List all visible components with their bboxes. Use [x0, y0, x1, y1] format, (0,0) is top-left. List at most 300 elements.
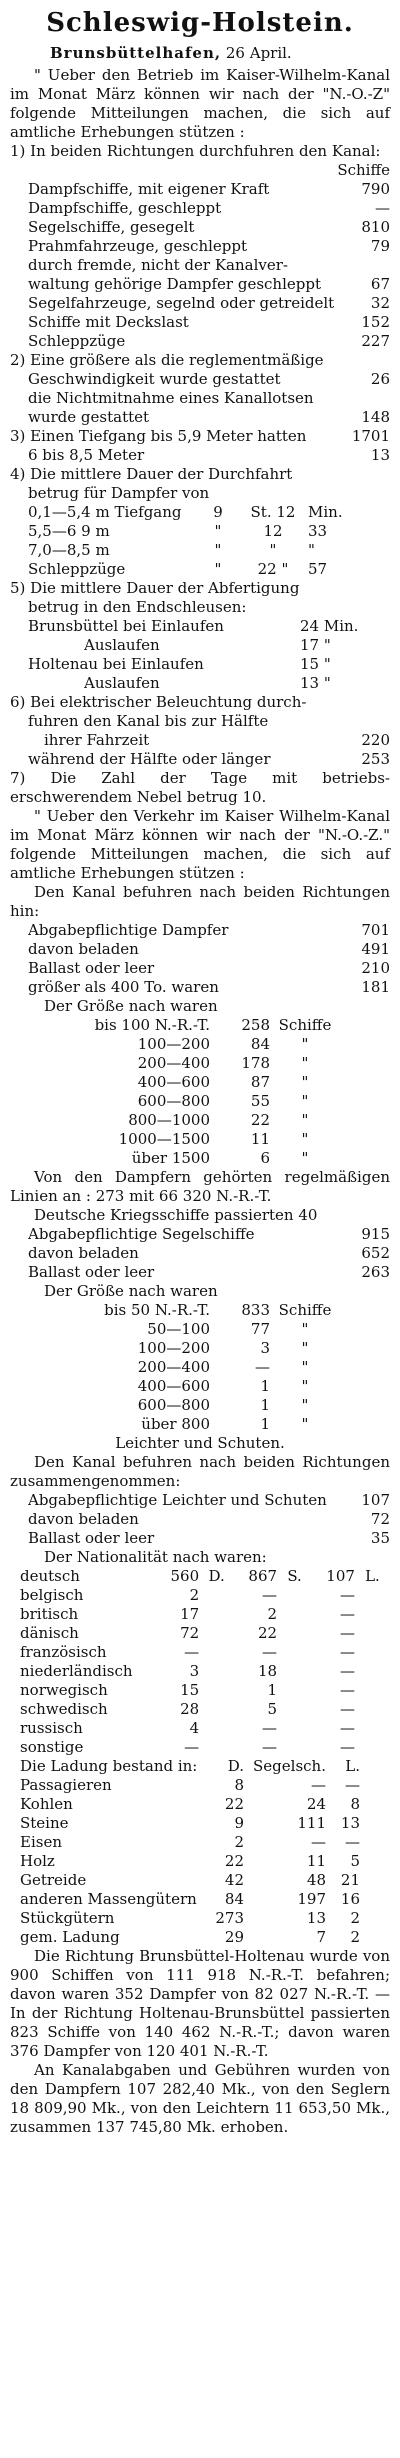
row-label: schwedisch	[20, 1700, 108, 1718]
row-value: 18	[257, 1662, 278, 1680]
table-row	[10, 1149, 390, 1168]
row-label: französisch	[20, 1643, 107, 1661]
row-label: Ballast oder leer	[28, 1263, 155, 1281]
row-value: "	[269, 541, 277, 559]
row-label: norwegisch	[20, 1681, 108, 1699]
table-row	[10, 959, 390, 978]
row-label: sonstige	[20, 1738, 84, 1756]
row-value: 178	[241, 1054, 270, 1072]
row-unit: "	[301, 1415, 309, 1433]
row-unit: L.	[365, 1567, 380, 1585]
row-value: 1	[267, 1681, 278, 1699]
row-label: Passagieren	[20, 1776, 112, 1794]
row-value: —	[339, 1719, 355, 1737]
row-value: 11	[250, 1130, 270, 1148]
row-value: 652	[361, 1244, 390, 1262]
table-row	[10, 1510, 390, 1529]
row-value: 12	[263, 522, 283, 540]
row-value: 16	[340, 1890, 360, 1908]
row-label: bis 100 N.-R.-T.	[94, 1016, 210, 1034]
row-value: —	[339, 1700, 355, 1718]
row-unit: D.	[208, 1567, 225, 1585]
row-label: 100—200	[137, 1339, 210, 1357]
row-label: davon beladen	[28, 940, 139, 958]
table-row	[10, 1016, 390, 1035]
row-value: 273	[215, 1909, 244, 1927]
row-value: —	[339, 1681, 355, 1699]
row-value: 15 "	[300, 655, 331, 673]
row-value: 57	[308, 560, 328, 578]
table-row	[10, 636, 390, 655]
dateline	[10, 44, 390, 62]
row-label: Abgabepflichtige Dampfer	[28, 921, 229, 939]
row-label: Abgabepflichtige Segelschiffe	[28, 1225, 255, 1243]
row-value: 2	[350, 1909, 360, 1927]
row-label: 800—1000	[128, 1111, 210, 1129]
row-value: 32	[370, 294, 390, 312]
row-value: —	[375, 199, 390, 217]
row-unit	[199, 1605, 234, 1624]
table-row	[10, 1035, 390, 1054]
row-unit	[277, 1605, 312, 1624]
table-row	[10, 1928, 390, 1947]
row-value: 24	[306, 1795, 326, 1813]
section-6-line: während der Hälfte oder länger 253	[28, 750, 390, 768]
table-row	[10, 1301, 390, 1320]
section-2-line: Geschwindigkeit wurde gestattet 26	[28, 370, 390, 388]
row-value: —	[184, 1643, 200, 1661]
table-row	[10, 674, 390, 693]
table-row	[10, 1320, 390, 1339]
row-label: Auslaufen	[84, 674, 160, 692]
table-row	[10, 1643, 390, 1662]
row-unit: Schiffe	[278, 1016, 332, 1034]
row-value: "	[214, 560, 222, 578]
row-label: niederländisch	[20, 1662, 133, 1680]
row-value: 87	[250, 1073, 270, 1091]
row-label: Stückgütern	[20, 1909, 115, 1927]
row-label: über 1500	[131, 1149, 210, 1167]
row-label: Schleppzüge	[28, 332, 126, 350]
cargo-table	[10, 1776, 390, 1947]
row-value: 22	[224, 1795, 244, 1813]
row-value: 55	[250, 1092, 270, 1110]
section-2-line: die Nichtmitnahme eines Kanallotsen	[28, 389, 314, 407]
row-value: 560	[170, 1567, 200, 1585]
table-row	[10, 1719, 390, 1738]
row-label: über 800	[141, 1415, 210, 1433]
row-value: 84	[224, 1890, 244, 1908]
row-label: 600—800	[137, 1396, 210, 1414]
row-value: 67	[370, 275, 390, 293]
table-row	[10, 1339, 390, 1358]
row-unit	[277, 1700, 312, 1719]
row-label: durch fremde, nicht der Kanalver-	[28, 256, 288, 274]
row-unit	[199, 1643, 234, 1662]
row-value: 6	[260, 1149, 270, 1167]
row-unit	[199, 1681, 234, 1700]
row-label: Schleppzüge	[28, 560, 126, 578]
row-label: davon beladen	[28, 1244, 139, 1262]
fees-paragraph: An Kanalabgaben und Gebühren wurden von den Dampfern 107 282,40 Mk., von den Seglern 18 809,90 Mk., von den Leichtern 11 653,50 Mk., zusammen 137 745,80 Mk. erhoben.	[10, 2061, 390, 2136]
row-label: 50—100	[147, 1320, 210, 1338]
row-label: Prahmfahrzeuge, geschleppt	[28, 237, 248, 255]
row-unit	[355, 1738, 390, 1757]
row-label: 400—600	[137, 1073, 210, 1091]
row-value: 11	[306, 1852, 326, 1870]
section-6-line: fuhren den Kanal bis zur Hälfte	[28, 712, 269, 730]
row-label: 200—400	[137, 1054, 210, 1072]
table-row	[10, 332, 390, 351]
direction-paragraph: Die Richtung Brunsbüttel-Holtenau wurde von 900 Schiffen von 111 918 N.-R.-T. befahren; davon waren 352 Dampfer von 82 027 N.-R.-T. — In der Richtung Holtenau-Brunsbüttel passierten 823 Schiffe von 140 462 N.-R.-T.; davon waren 376 Dampfer von 120 401 N.-R.-T.	[10, 1947, 390, 2060]
row-label: britisch	[20, 1605, 79, 1623]
section-1-table	[10, 180, 390, 351]
row-label: Eisen	[20, 1833, 62, 1851]
row-value: 491	[361, 940, 390, 958]
row-value: —	[262, 1738, 278, 1756]
row-label: Ballast oder leer	[28, 1529, 155, 1547]
table-row	[10, 275, 390, 294]
row-unit	[355, 1719, 390, 1738]
row-value: 13	[340, 1814, 360, 1832]
row-value: 33	[308, 522, 328, 540]
row-value: —	[311, 1833, 326, 1851]
row-value: 2	[234, 1833, 244, 1851]
row-value: —	[345, 1776, 360, 1794]
row-value: 1	[260, 1377, 270, 1395]
row-unit	[199, 1700, 234, 1719]
row-value: Min.	[308, 503, 343, 521]
section-3-line: 3) Einen Tiefgang bis 5,9 Meter hatten 1701	[10, 427, 390, 445]
row-label: Segelschiffe, gesegelt	[28, 218, 195, 236]
table-row	[10, 1358, 390, 1377]
row-value: 210	[361, 959, 390, 977]
row-value: 29	[224, 1928, 244, 1946]
row-unit: "	[301, 1320, 309, 1338]
table-row	[10, 1491, 390, 1510]
row-value: 28	[180, 1700, 200, 1718]
row-label: 5,5—6 9 m	[28, 522, 110, 540]
row-value: 17 "	[300, 636, 331, 654]
table-row	[10, 1833, 390, 1852]
table-row	[10, 1586, 390, 1605]
row-value: —	[255, 1358, 270, 1376]
row-label: 400—600	[137, 1377, 210, 1395]
row-value: —	[262, 1643, 278, 1661]
row-unit	[199, 1738, 234, 1757]
row-label: dänisch	[20, 1624, 79, 1642]
row-value: 48	[306, 1871, 326, 1889]
table-row	[10, 617, 390, 636]
row-value: 72	[370, 1510, 390, 1528]
row-value: 84	[250, 1035, 270, 1053]
row-unit	[277, 1681, 312, 1700]
table-row	[10, 1225, 390, 1244]
nationality-heading: Der Nationalität nach waren:	[44, 1548, 267, 1566]
row-value: 2	[267, 1605, 278, 1623]
regular-lines-paragraph: Von den Dampfern gehörten regelmäßigen Linien an : 273 mit 66 320 N.-R.-T.	[10, 1168, 390, 1205]
table-row	[10, 1700, 390, 1719]
table-row	[10, 1092, 390, 1111]
row-unit: "	[301, 1130, 309, 1148]
row-label: Schiffe mit Deckslast	[28, 313, 189, 331]
row-unit: "	[301, 1073, 309, 1091]
row-value: —	[311, 1776, 326, 1794]
row-value: 4	[189, 1719, 200, 1737]
row-label: 200—400	[137, 1358, 210, 1376]
table-row	[10, 978, 390, 997]
row-unit: "	[301, 1377, 309, 1395]
row-label: davon beladen	[28, 1510, 139, 1528]
table-row	[10, 1738, 390, 1757]
steamer-size-table	[10, 1016, 390, 1168]
table-row	[10, 1852, 390, 1871]
table-row	[10, 1624, 390, 1643]
row-value: 7	[316, 1928, 326, 1946]
column-header-schiffe: Schiffe	[337, 161, 390, 179]
table-row	[10, 1567, 390, 1586]
row-label: Segelfahrzeuge, segelnd oder getreidelt	[28, 294, 335, 312]
table-row	[10, 1871, 390, 1890]
lighters-table	[10, 1491, 390, 1548]
table-row	[10, 1263, 390, 1282]
row-label: Getreide	[20, 1871, 87, 1889]
table-row	[10, 560, 390, 579]
row-value: 197	[297, 1890, 326, 1908]
row-unit: "	[301, 1054, 309, 1072]
row-value: —	[345, 1833, 360, 1851]
table-row	[10, 256, 390, 275]
row-value: 42	[224, 1871, 244, 1889]
row-unit	[277, 1719, 312, 1738]
row-unit	[355, 1586, 390, 1605]
row-value: 8	[234, 1776, 244, 1794]
row-value	[356, 256, 390, 275]
row-value: 107	[361, 1491, 390, 1509]
row-label: Abgabepflichtige Leichter und Schuten	[28, 1491, 327, 1509]
row-value: St. 12	[250, 503, 296, 521]
row-unit: "	[301, 1339, 309, 1357]
row-value: 227	[361, 332, 390, 350]
row-label: gem. Ladung	[20, 1928, 120, 1946]
row-value: 15	[180, 1681, 200, 1699]
row-label: russisch	[20, 1719, 83, 1737]
row-unit	[199, 1719, 234, 1738]
row-label: Steine	[20, 1814, 69, 1832]
section-6-line: ihrer Fahrzeit 220	[44, 731, 390, 749]
row-value: —	[339, 1624, 355, 1642]
table-row	[10, 180, 390, 199]
row-value: 1	[260, 1396, 270, 1414]
table-row	[10, 1529, 390, 1548]
row-label: 7,0—8,5 m	[28, 541, 110, 559]
row-value: 22	[224, 1852, 244, 1870]
row-value: 5	[350, 1852, 360, 1870]
row-value: 35	[370, 1529, 390, 1547]
row-value: 22	[257, 1624, 278, 1642]
table-row	[10, 1415, 390, 1434]
row-unit	[277, 1643, 312, 1662]
row-label: Auslaufen	[84, 636, 160, 654]
row-value: 867	[248, 1567, 278, 1585]
row-value: 13	[306, 1909, 326, 1927]
row-label: Dampfschiffe, geschleppt	[28, 199, 222, 217]
row-unit: "	[301, 1358, 309, 1376]
row-label: Ballast oder leer	[28, 959, 155, 977]
row-label: bis 50 N.-R.-T.	[104, 1301, 210, 1319]
row-value: 2	[350, 1928, 360, 1946]
row-unit: Schiffe	[278, 1301, 332, 1319]
row-unit	[277, 1662, 312, 1681]
second-intro-paragraph: " Ueber den Verkehr im Kaiser Wilhelm-Kanal im Monat März können wir nach der "N.-O.-Z." folgende Mitteilungen machen, die sich auf amtliche Erhebungen stützen :	[10, 807, 390, 882]
row-label: größer als 400 To. waren	[28, 978, 219, 996]
table-row	[10, 1662, 390, 1681]
row-label: 600—800	[137, 1092, 210, 1110]
row-unit	[355, 1624, 390, 1643]
page-title: Schleswig-Holstein.	[46, 8, 354, 38]
row-unit	[277, 1586, 312, 1605]
row-value: —	[339, 1662, 355, 1680]
row-value: 1	[260, 1415, 270, 1433]
row-unit: "	[301, 1111, 309, 1129]
sailing-size-heading: Der Größe nach waren	[44, 1282, 218, 1300]
table-row	[10, 1814, 390, 1833]
row-value: 181	[361, 978, 390, 996]
row-value: 24 Min.	[300, 617, 359, 635]
row-value: 22 "	[257, 560, 289, 578]
table-row	[10, 1890, 390, 1909]
steamer-size-heading: Der Größe nach waren	[44, 997, 218, 1015]
row-value: —	[339, 1643, 355, 1661]
table-row	[10, 294, 390, 313]
row-value: 5	[267, 1700, 278, 1718]
row-value: —	[339, 1605, 355, 1623]
warships-paragraph: Deutsche Kriegsschiffe passierten 40	[34, 1206, 318, 1224]
row-label: belgisch	[20, 1586, 84, 1604]
row-value: "	[214, 522, 222, 540]
table-row	[10, 199, 390, 218]
lighters-paragraph: Den Kanal befuhren nach beiden Richtungen zusammengenommen:	[10, 1453, 390, 1490]
table-row	[10, 921, 390, 940]
row-unit: "	[301, 1092, 309, 1110]
row-label: 0,1—5,4 m Tiefgang	[28, 503, 182, 521]
row-label: Holtenau bei Einlaufen	[28, 655, 204, 673]
section-4-heading: betrug für Dampfer von	[28, 484, 210, 502]
row-label: 1000—1500	[118, 1130, 210, 1148]
row-value: —	[339, 1738, 355, 1756]
row-label: anderen Massengütern	[20, 1890, 197, 1908]
nationality-table	[10, 1567, 390, 1757]
row-unit	[355, 1662, 390, 1681]
row-value: —	[184, 1738, 200, 1756]
sailing-table	[10, 1225, 390, 1282]
row-value: 13 "	[300, 674, 331, 692]
row-value: 111	[297, 1814, 326, 1832]
row-value: 833	[241, 1301, 270, 1319]
section-5-heading: 5) Die mittlere Dauer der Abfertigung	[10, 579, 300, 597]
row-value: "	[308, 541, 315, 559]
row-unit	[199, 1624, 234, 1643]
row-value: —	[339, 1586, 355, 1604]
row-label: waltung gehörige Dampfer geschleppt	[28, 275, 321, 293]
row-label: 100—200	[137, 1035, 210, 1053]
table-row	[10, 1073, 390, 1092]
row-value: 701	[361, 921, 390, 939]
section-4-heading: 4) Die mittlere Dauer der Durchfahrt	[10, 465, 293, 483]
section-5-heading: betrug in den Endschleusen:	[28, 598, 247, 616]
table-row	[10, 1795, 390, 1814]
row-unit: "	[301, 1149, 309, 1167]
row-label: Brunsbüttel bei Einlaufen	[28, 617, 224, 635]
row-value: 258	[241, 1016, 270, 1034]
row-unit	[355, 1700, 390, 1719]
section-3-line: 6 bis 8,5 Meter 13	[28, 446, 390, 464]
row-label: Holz	[20, 1852, 55, 1870]
row-value: 79	[370, 237, 390, 255]
row-value: 9	[213, 503, 223, 521]
row-value: —	[262, 1719, 278, 1737]
row-label: deutsch	[20, 1567, 80, 1585]
row-value: 21	[340, 1871, 360, 1889]
row-value: 107	[326, 1567, 355, 1585]
table-row	[10, 1909, 390, 1928]
table-row	[10, 1377, 390, 1396]
table-row	[10, 313, 390, 332]
both-directions-paragraph: Den Kanal befuhren nach beiden Richtungen hin:	[10, 883, 390, 920]
table-row	[10, 503, 390, 522]
row-value: 9	[234, 1814, 244, 1832]
table-row	[10, 1244, 390, 1263]
row-unit	[277, 1738, 312, 1757]
row-value: 17	[180, 1605, 200, 1623]
table-row	[10, 1776, 390, 1795]
row-unit: "	[301, 1035, 309, 1053]
row-value: 3	[260, 1339, 270, 1357]
section-2-line: 2) Eine größere als die reglementmäßige	[10, 351, 324, 369]
table-row	[10, 1111, 390, 1130]
row-value: 152	[361, 313, 390, 331]
table-row	[10, 1681, 390, 1700]
lighters-heading: Leichter und Schuten.	[115, 1434, 285, 1452]
section-5-table	[10, 617, 390, 693]
row-unit: S.	[287, 1567, 302, 1585]
table-row	[10, 655, 390, 674]
table-row	[10, 1396, 390, 1415]
table-row	[10, 1130, 390, 1149]
sailing-size-table	[10, 1301, 390, 1434]
section-1-heading: 1) In beiden Richtungen durchfuhren den Kanal:	[10, 142, 381, 160]
steamer-table	[10, 921, 390, 997]
row-value: 263	[361, 1263, 390, 1281]
row-unit: "	[301, 1396, 309, 1414]
row-unit	[355, 1643, 390, 1662]
section-7-text: 7) Die Zahl der Tage mit betriebs-erschwerendem Nebel betrug 10.	[10, 769, 390, 806]
table-row	[10, 522, 390, 541]
cargo-heading: Die Ladung bestand in: D. Segelsch. L.	[20, 1757, 360, 1775]
row-unit	[355, 1681, 390, 1700]
section-2-line: wurde gestattet 148	[28, 408, 390, 426]
table-row	[10, 940, 390, 959]
intro-paragraph: " Ueber den Betrieb im Kaiser-Wilhelm-Kanal im Monat März können wir nach der "N.-O.-Z" folgende Mitteilungen machen, die sich auf amtliche Erhebungen stützen :	[10, 66, 390, 141]
row-unit	[199, 1586, 234, 1605]
row-unit	[277, 1624, 312, 1643]
dateline-date: 26 April.	[225, 44, 292, 62]
table-row	[10, 541, 390, 560]
row-value: 22	[250, 1111, 270, 1129]
section-6-line: 6) Bei elektrischer Beleuchtung durch-	[10, 693, 307, 711]
table-row	[10, 218, 390, 237]
dateline-place: Brunsbüttelhafen,	[50, 44, 222, 62]
